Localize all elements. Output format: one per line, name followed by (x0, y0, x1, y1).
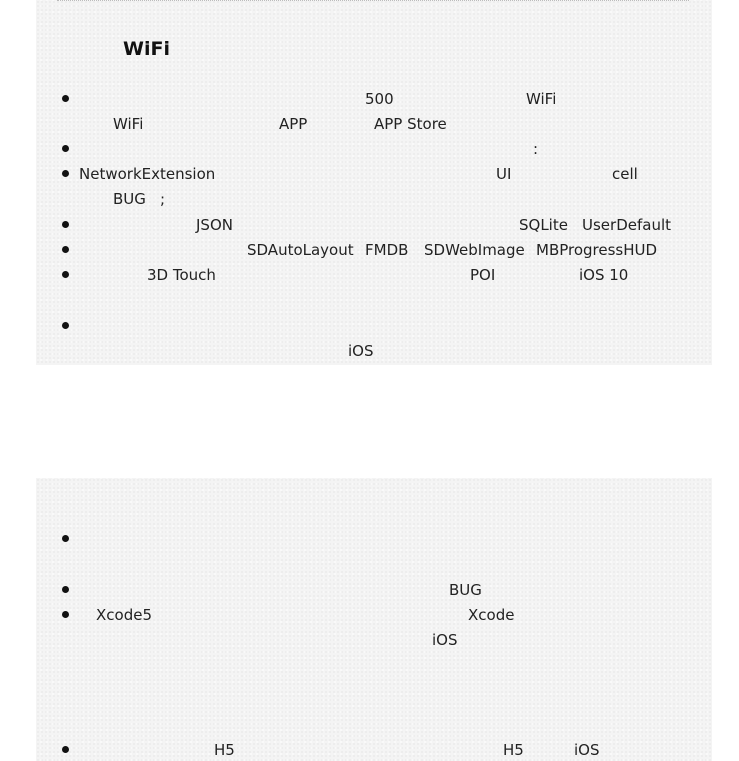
bullet-icon (62, 535, 69, 542)
project-card-1 (36, 0, 712, 365)
item-text: iOS (432, 631, 458, 649)
item-text: iOS (348, 342, 374, 360)
item-text: BUG (449, 581, 482, 599)
bullet-icon (62, 586, 69, 593)
item-text: MBProgressHUD (536, 241, 658, 259)
item-text: NetworkExtension (79, 165, 216, 183)
item-text: APP Store (374, 115, 447, 133)
bullet-icon (62, 221, 69, 228)
item-text: APP (279, 115, 308, 133)
item-text: UI (496, 165, 512, 183)
bullet-icon (62, 271, 69, 278)
item-text: WiFi (526, 90, 557, 108)
section-title: WiFi (123, 38, 170, 60)
item-text: H5 (503, 741, 524, 759)
item-text: H5 (214, 741, 235, 759)
item-text: : (533, 140, 539, 158)
bullet-icon (62, 145, 69, 152)
bullet-icon (62, 611, 69, 618)
dotted-divider (57, 0, 689, 1)
project-card-2 (36, 478, 712, 761)
item-text: Xcode5 (96, 606, 152, 624)
item-text: POI (470, 266, 496, 284)
bullet-icon (62, 322, 69, 329)
item-text: SDAutoLayout (247, 241, 354, 259)
bullet-icon (62, 746, 69, 753)
bullet-icon (62, 246, 69, 253)
item-text: 3D Touch (147, 266, 216, 284)
item-text: iOS 10 (579, 266, 629, 284)
item-text: BUG (113, 190, 146, 208)
item-text: JSON (196, 216, 233, 234)
item-text: Xcode (468, 606, 515, 624)
item-text: ; (160, 190, 166, 208)
bullet-icon (62, 170, 69, 177)
bullet-icon (62, 95, 69, 102)
item-text: iOS (574, 741, 600, 759)
item-text: SQLite (519, 216, 568, 234)
item-text: SDWebImage (424, 241, 525, 259)
item-text: UserDefault (582, 216, 671, 234)
item-text: WiFi (113, 115, 144, 133)
item-text: FMDB (365, 241, 409, 259)
item-text: cell (612, 165, 638, 183)
item-text: 500 (365, 90, 394, 108)
